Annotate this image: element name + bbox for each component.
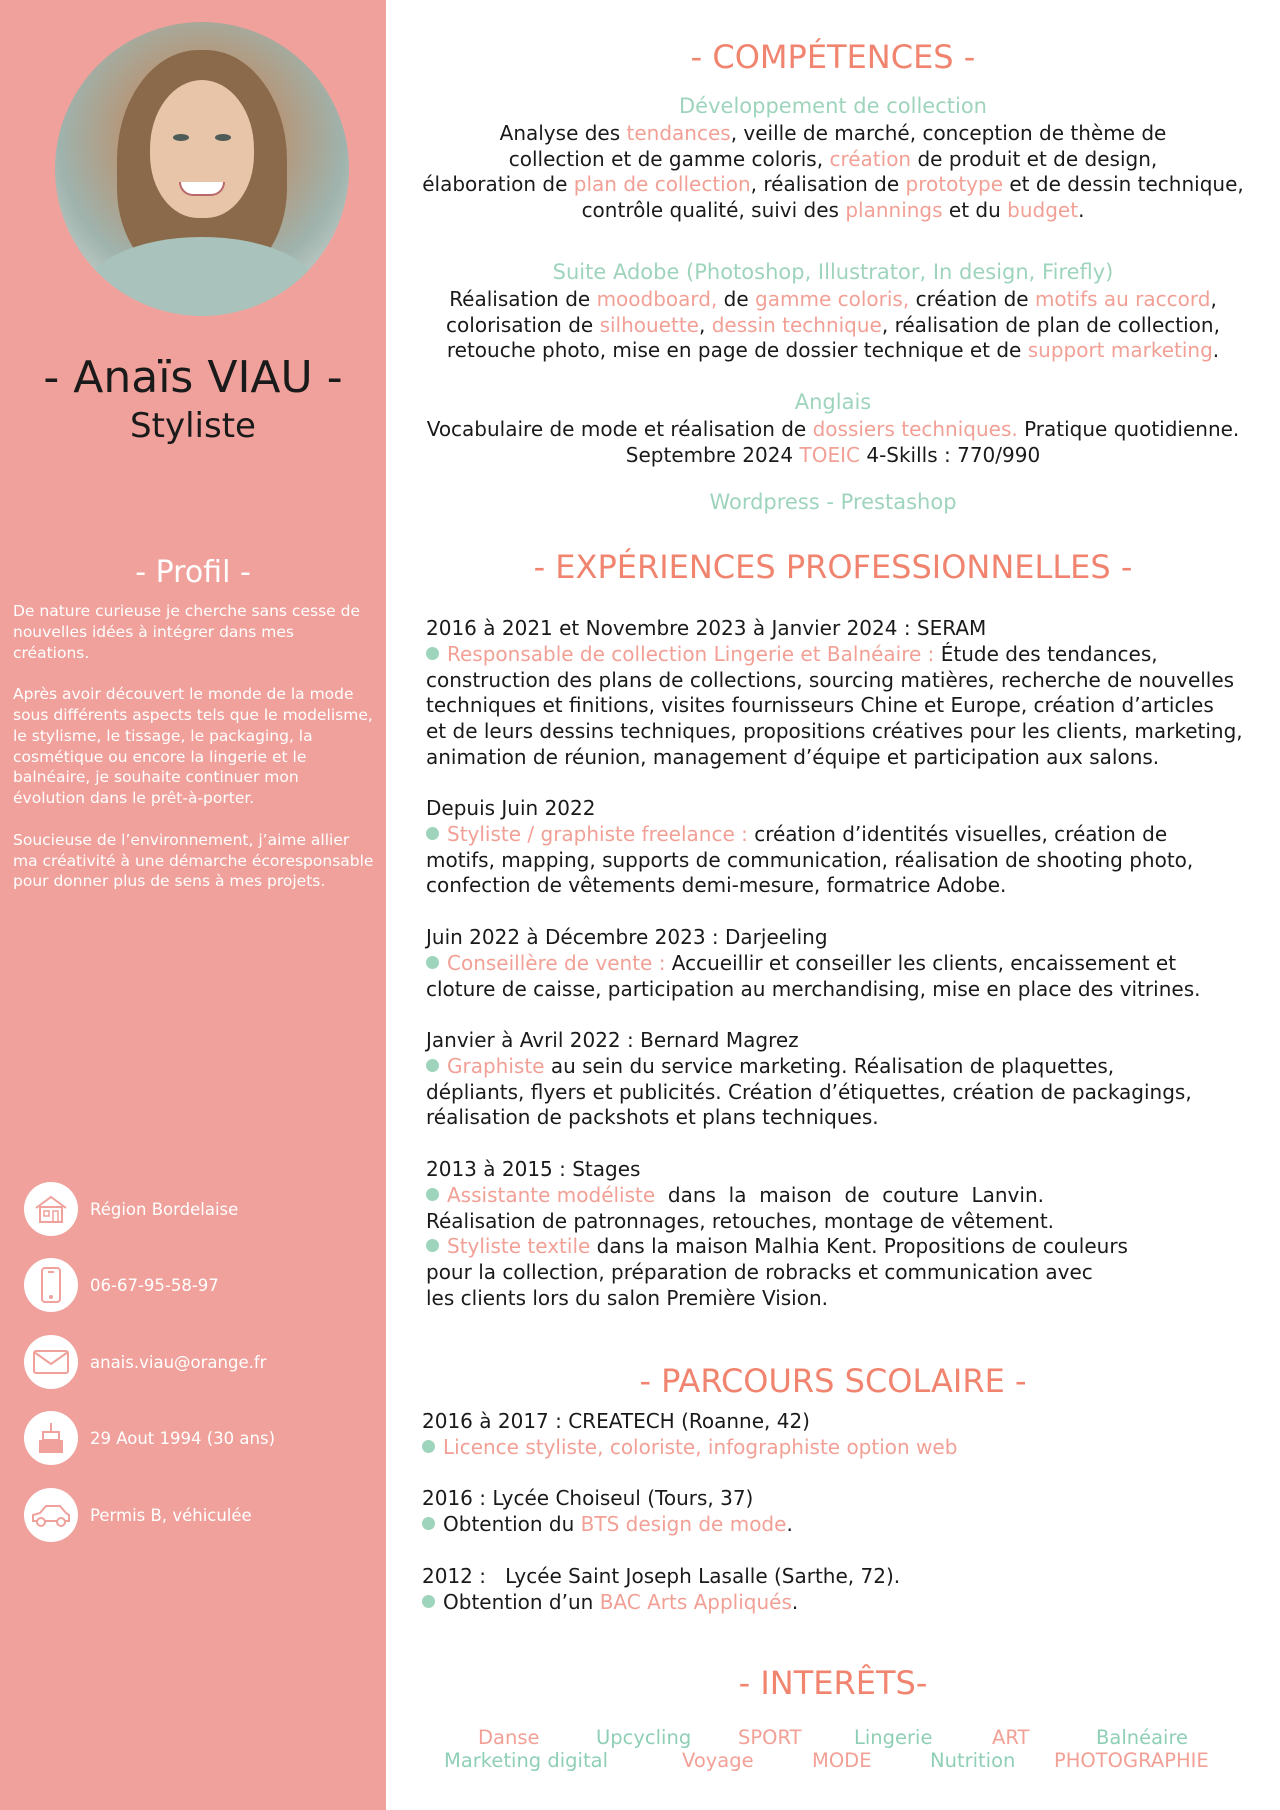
bullet-dot	[422, 1440, 435, 1453]
bullet-dot	[422, 1517, 435, 1530]
bullet-dot	[426, 647, 439, 660]
bullet-dot	[426, 1059, 439, 1072]
interest-tag: Lingerie	[854, 1726, 933, 1749]
house-icon	[24, 1182, 78, 1236]
contact-license	[24, 1488, 374, 1542]
interests-title: - INTERÊTS-	[738, 1664, 928, 1702]
dev-collection-text: Analyse des tendances, veille de marché, conception de thème de collection et de gamme coloris, création de produit et de design, élaboration de plan de collection, réalisation de prototype et de dessin technique, contrôle qualité, suivi des plannings et du budget.	[422, 121, 1244, 223]
interest-tag: Voyage	[682, 1749, 754, 1772]
bullet-dot	[422, 1595, 435, 1608]
cake-icon	[24, 1411, 78, 1465]
contact-birthday	[24, 1411, 374, 1465]
interest-tag: Upcycling	[596, 1726, 692, 1749]
education-title: - PARCOURS SCOLAIRE -	[639, 1362, 1027, 1400]
contact-email[interactable]	[24, 1335, 374, 1389]
interest-tag: Balnéaire	[1096, 1726, 1189, 1749]
experience-head: 2016 à 2021 et Novembre 2023 à Janvier 2024 : SERAM	[426, 616, 987, 640]
contact-label: 29 Aout 1994 (30 ans)	[90, 1428, 276, 1448]
interest-tag: Danse	[478, 1726, 540, 1749]
anglais-title: Anglais	[794, 390, 872, 414]
main-content	[386, 0, 1280, 1810]
profil-paragraph: Soucieuse de l’environnement, j’aime allier ma créativité à une démarche écoresponsable pour donner plus de sens à mes projets.	[13, 830, 374, 891]
person-role: Styliste	[130, 406, 256, 446]
profil-title: - Profil -	[135, 555, 251, 590]
profil-text	[13, 601, 375, 913]
experience-magrez: Janvier à Avril 2022 : Bernard Magrez Graphiste au sein du service marketing. Réalisation de plaquettes, dépliants, flyers et publicités. Création d’étiquettes, création de packagings, réalisation de packshots et plans techniques.	[426, 1028, 1271, 1131]
contact-location	[24, 1182, 374, 1236]
anglais-text: Vocabulaire de mode et réalisation de dossiers techniques. Pratique quotidienne. Septembre 2024 TOEIC 4-Skills : 770/990	[426, 417, 1240, 467]
interest-tag: Marketing digital	[444, 1749, 608, 1772]
profile-photo	[55, 22, 349, 316]
web-tools-title: Wordpress - Prestashop	[709, 490, 957, 514]
bullet-dot	[426, 1239, 439, 1252]
education-head: 2012 : Lycée Saint Joseph Lasalle (Sarthe, 72).	[422, 1564, 901, 1588]
interest-tag: ART	[992, 1726, 1030, 1749]
car-icon	[24, 1488, 78, 1542]
experience-freelance: Depuis Juin 2022 Styliste / graphiste freelance : création d’identités visuelles, création de motifs, mapping, supports de communication, réalisation de shooting photo, confection de vêtements demi-mesure, formatrice Adobe.	[426, 796, 1271, 899]
experience-head: Depuis Juin 2022	[426, 796, 596, 820]
competences-title: - COMPÉTENCES -	[690, 38, 976, 76]
experience-stages: 2013 à 2015 : Stages Assistante modéliste dans la maison de couture Lanvin. Réalisation de patronnages, retouches, montage de vêtement. Styliste textile dans la maison Malhia Kent. Propositions de couleurs pour la collection, préparation de robracks et communication avec les clients lors du salon Première Vision.	[426, 1157, 1271, 1312]
experience-head: Juin 2022 à Décembre 2023 : Darjeeling	[426, 925, 828, 949]
contact-label: 06-67-95-58-97	[90, 1275, 219, 1295]
sidebar	[0, 0, 386, 1810]
education-item: 2016 : Lycée Choiseul (Tours, 37) Obtention du BTS design de mode.	[422, 1485, 1267, 1537]
bullet-dot	[426, 1188, 439, 1201]
interest-tag: Nutrition	[930, 1749, 1016, 1772]
contact-label: Permis B, véhiculée	[90, 1505, 252, 1525]
contact-phone[interactable]	[24, 1258, 374, 1312]
bullet-dot	[426, 827, 439, 840]
mail-icon	[24, 1335, 78, 1389]
contact-label: Région Bordelaise	[90, 1199, 239, 1219]
experience-darjeeling: Juin 2022 à Décembre 2023 : Darjeeling Conseillère de vente : Accueillir et conseiller les clients, encaissement et cloture de caisse, participation au merchandising, mise en place des vitrines.	[426, 925, 1271, 1002]
bullet-dot	[426, 956, 439, 969]
interest-tag: MODE	[812, 1749, 872, 1772]
experiences-title: - EXPÉRIENCES PROFESSIONNELLES -	[533, 548, 1133, 586]
interest-tag: PHOTOGRAPHIE	[1054, 1749, 1209, 1772]
contact-label: anais.viau@orange.fr	[90, 1352, 267, 1372]
experience-seram: 2016 à 2021 et Novembre 2023 à Janvier 2024 : SERAM Responsable de collection Lingerie et Balnéaire : Étude des tendances, construction des plans de collections, sourcing matières, recherche de nouvelles techniques et finitions, visites fournisseurs Chine et Europe, création d’articles et de leurs dessins techniques, propositions créatives pour les clients, marketing, animation de réunion, management d’équipe et participation aux salons.	[426, 616, 1271, 771]
education-item: 2016 à 2017 : CREATECH (Roanne, 42) Licence styliste, coloriste, infographiste option web	[422, 1408, 1267, 1460]
phone-icon	[24, 1258, 78, 1312]
person-name: - Anaïs VIAU -	[43, 352, 343, 403]
education-item: 2012 : Lycée Saint Joseph Lasalle (Sarthe, 72). Obtention d’un BAC Arts Appliqués.	[422, 1563, 1267, 1615]
education-head: 2016 : Lycée Choiseul (Tours, 37)	[422, 1486, 754, 1510]
experience-head: Janvier à Avril 2022 : Bernard Magrez	[426, 1028, 799, 1052]
interest-tag: SPORT	[738, 1726, 802, 1749]
education-head: 2016 à 2017 : CREATECH (Roanne, 42)	[422, 1409, 810, 1433]
adobe-title: Suite Adobe (Photoshop, Illustrator, In design, Firefly)	[552, 260, 1114, 284]
adobe-text: Réalisation de moodboard, de gamme coloris, création de motifs au raccord, colorisation de silhouette, dessin technique, réalisation de plan de collection, retouche photo, mise en page de dossier technique et de support marketing.	[446, 287, 1220, 363]
experience-head: 2013 à 2015 : Stages	[426, 1157, 641, 1181]
profil-paragraph: Après avoir découvert le monde de la mode sous différents aspects tels que le modelisme, le stylisme, le tissage, le packaging, la cosmétique ou encore la lingerie et le balnéaire, je souhaite continuer mon évolution dans le prêt-à-porter.	[13, 685, 373, 808]
profil-paragraph: De nature curieuse je cherche sans cesse de nouvelles idées à intégrer dans mes créations.	[13, 602, 360, 662]
dev-collection-title: Développement de collection	[679, 94, 987, 118]
